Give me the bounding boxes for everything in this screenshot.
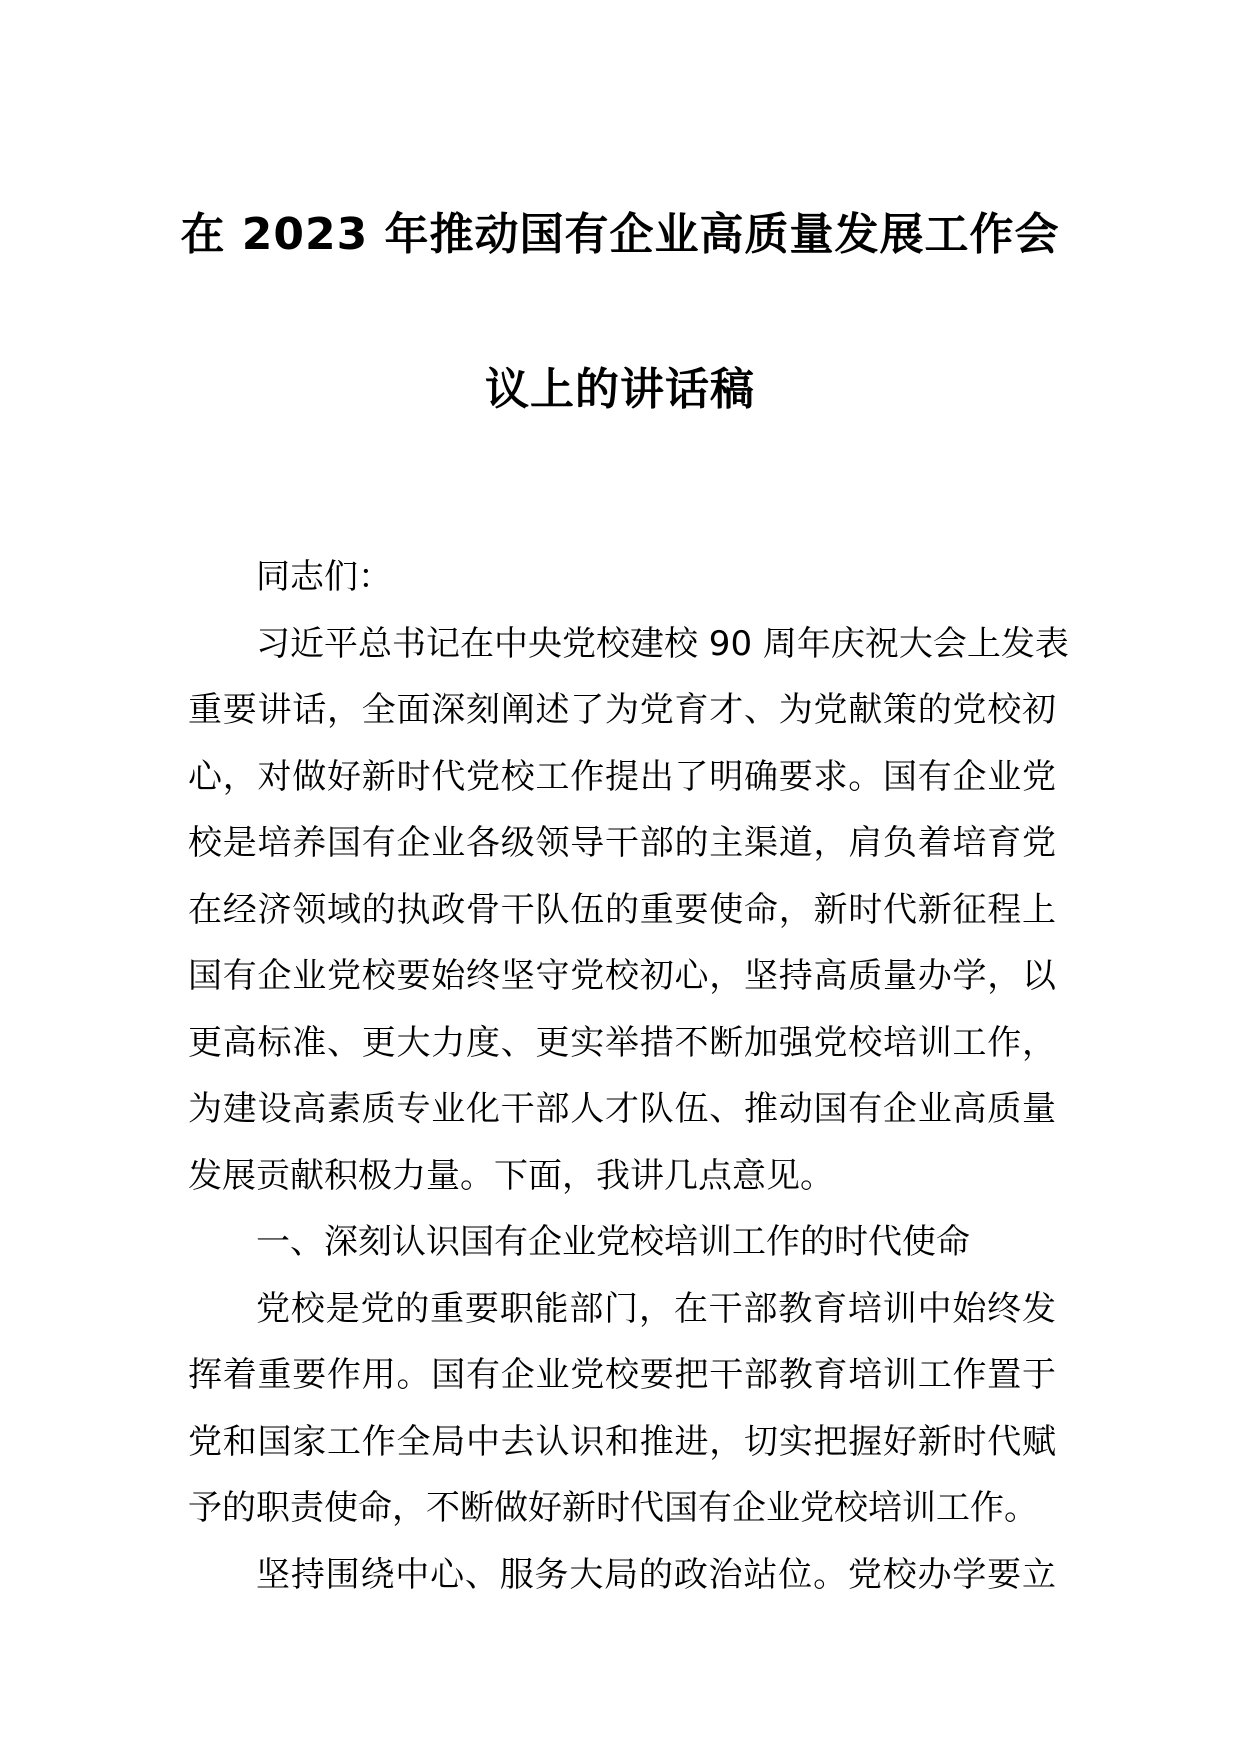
document-title-line-2: 议上的讲话稿 <box>485 364 755 415</box>
body-line: 习近平总书记在中央党校建校 90 周年庆祝大会上发表 <box>256 623 1069 664</box>
body-line: 党校是党的重要职能部门，在干部教育培训中始终发 <box>256 1288 1056 1329</box>
body-line: 予的职责使命，不断做好新时代国有企业党校培训工作。 <box>188 1488 1038 1528</box>
body-line: 为建设高素质专业化干部人才队伍、推动国有企业高质量 <box>188 1089 1056 1129</box>
document-title-line-1: 在 2023 年推动国有企业高质量发展工作会 <box>180 209 1060 260</box>
body-line: 在经济领域的执政骨干队伍的重要使命，新时代新征程上 <box>188 889 1056 930</box>
body-line: 坚持围绕中心、服务大局的政治站位。党校办学要立 <box>256 1554 1056 1595</box>
body-line: 心，对做好新时代党校工作提出了明确要求。国有企业党 <box>188 756 1056 797</box>
body-line: 同志们： <box>256 557 392 597</box>
body-line: 更高标准、更大力度、更实举措不断加强党校培训工作， <box>188 1022 1056 1063</box>
body-line: 党和国家工作全局中去认识和推进，切实把握好新时代赋 <box>188 1421 1056 1462</box>
body-line: 发展贡献积极力量。下面，我讲几点意见。 <box>188 1155 834 1196</box>
body-line: 校是培养国有企业各级领导干部的主渠道，肩负着培育党 <box>188 823 1056 863</box>
body-line: 一、深刻认识国有企业党校培训工作的时代使命 <box>256 1222 970 1262</box>
body-line: 重要讲话，全面深刻阐述了为党育才、为党献策的党校初 <box>188 690 1056 730</box>
document-body <box>188 544 1069 1608</box>
body-line: 挥着重要作用。国有企业党校要把干部教育培训工作置于 <box>188 1355 1056 1395</box>
body-line: 国有企业党校要始终坚守党校初心，坚持高质量办学，以 <box>188 956 1056 996</box>
